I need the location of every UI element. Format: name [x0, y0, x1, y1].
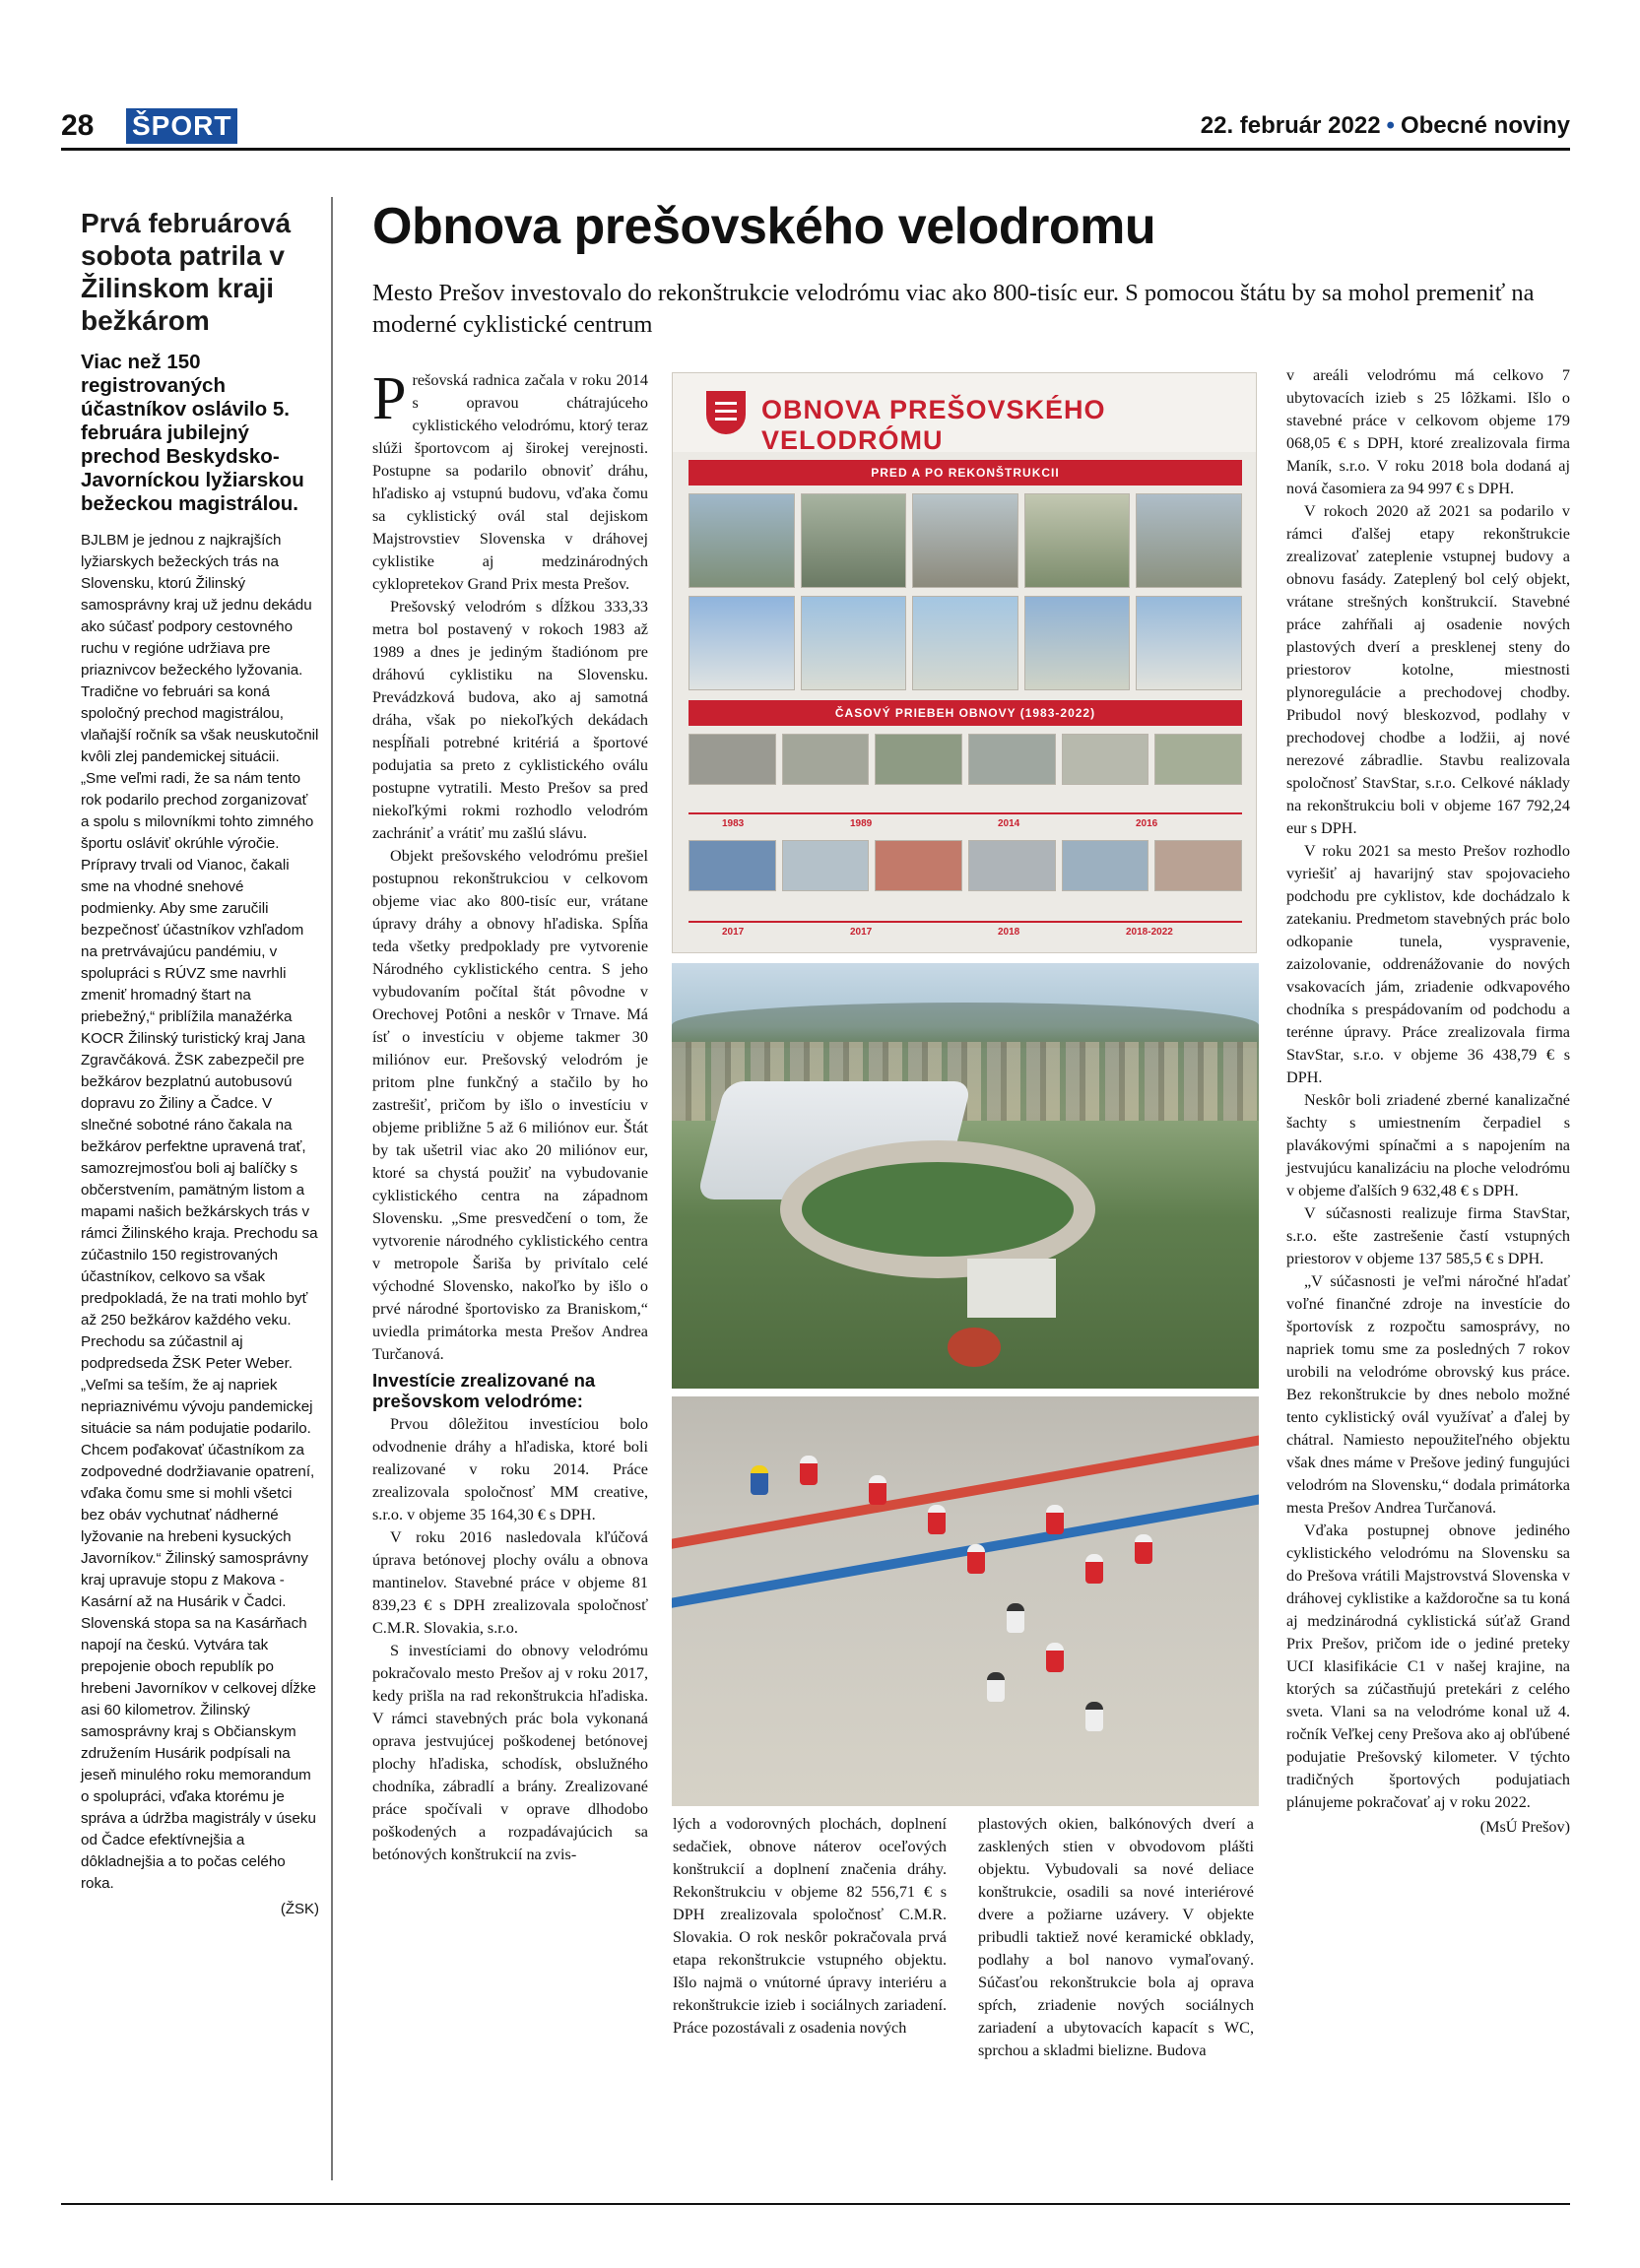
article-lead: Mesto Prešov investovalo do rekonštrukcie velodrómu viac ako 800-tisíc eur. S pomocou štátu by sa mohol premeniť na moderné cyklistické centrum: [372, 280, 1535, 338]
timeline-photo: [782, 840, 870, 891]
header-rule: [61, 148, 1570, 151]
timeline-photos-row-2: [689, 840, 1242, 891]
paragraph: V súčasnosti realizuje firma StavStar, s.r.o. ešte zastrešenie častí vstupných priestorov v objeme 137 585,5 € s DPH.: [1286, 1204, 1570, 1267]
timeline-photo: [968, 734, 1056, 785]
sidebar-lead: Viac než 150 registrovaných účastníkov oslávilo 5. februára jubilejný prechod Beskydsko-Javorníckou lyžiarskou bežeckou magistrálou.: [81, 351, 304, 515]
timeline-photo: [689, 840, 776, 891]
photo-after: [1024, 596, 1131, 690]
presov-coat-of-arms-icon: [706, 391, 746, 434]
paragraph: S investíciami do obnovy velodrómu pokračovalo mesto Prešov aj v roku 2017, kedy prišla na rad rekonštrukcia hľadiska. V rámci stavebných prác bola vykonaná oprava jestvujúcej poškodenej betónovej plochy hľadiska, schodísk, obslužného chodníka, zábradlí a brány. Zrealizované práce spočívali v oprave dlhodobo poškodených a rozpadávajúcich sa betónových konštrukcií na zvis-: [372, 1642, 648, 1863]
cyclist: [1046, 1505, 1064, 1534]
cyclist: [1085, 1702, 1103, 1731]
cyclists-photo: [672, 1396, 1259, 1806]
issue-date: 22. február 2022: [1200, 112, 1381, 139]
timeline-photo: [1062, 840, 1149, 891]
cyclist: [869, 1475, 886, 1505]
cyclist: [987, 1672, 1005, 1702]
paragraph: Vďaka postupnej obnove jediného cyklistického velodrómu na Slovensku sa do Prešova vrátili Majstrovstvá Slovenska v dráhovej cyklistike a každoročne sa tu koná aj medzinárodná cyklistická súťaž Grand Prix Prešov, pričom ide o jediné preteky UCI klasifikácie C1 v našej krajine, na ktorých sa zúčastňujú pretekári z celého sveta. Vlani sa na velodróme konal už 4. ročník Veľkej ceny Prešova ako aj obľúbené podujatie Prešovský kilometer. V týchto tradičných športových podujatiach plánujeme pokračovať aj v roku 2022.: [1286, 1522, 1570, 1811]
cyclist: [1007, 1603, 1024, 1633]
separator: •: [1386, 112, 1395, 139]
timeline-photo: [1154, 840, 1242, 891]
subheading: Investície zrealizované na prešovskom velodróme:: [372, 1370, 596, 1411]
cyclist: [751, 1465, 768, 1495]
cyclist: [1046, 1643, 1064, 1672]
sidebar-article: [61, 197, 333, 2180]
sidebar-signature: (ŽSK): [280, 1901, 319, 1917]
paragraph: V roku 2016 nasledovala kľúčová úprava betónovej plochy oválu a obnova mantinelov. Stavebné práce v objeme 81 839,23 € s DPH zrealizovala spoločnosť C.M.R. Slovakia, s.r.o.: [372, 1528, 648, 1637]
infographic-header: [673, 373, 1256, 455]
timeline-year: 2014: [998, 818, 1020, 829]
article-column-1: [372, 365, 648, 1866]
timeline-photo: [689, 734, 776, 785]
timeline-photos-row-1: [689, 734, 1242, 785]
paragraph: V rokoch 2020 až 2021 sa podarilo v rámci ďalšej etapy rekonštrukcie zrealizovať zateplenie vstupnej budovy a obnovu fasády. Zateplený bol celý objekt, vrátane strešných konštrukcií. Stavebné práce zahŕňali aj osadenie nových plastových dverí a presklenej steny do priestorov kotolne, miestnosti plynoregulácie a prechodovej chodby. Pribudol nový bleskozvod, podlahy v prechodovej chodbe a lodžii, aj nové nerezové zábradlie. Stavbu realizovala spoločnosť StavStar, s.r.o. Celkové náklady na rekonštrukciu boli v objeme 167 792,24 eur s DPH.: [1286, 502, 1570, 837]
timeline-photo: [968, 840, 1056, 891]
page-number: 28: [61, 109, 95, 142]
photo-after: [689, 596, 795, 690]
photo-before: [1024, 493, 1131, 588]
paragraph: Prešovská radnica začala v roku 2014 s opravou chátrajúceho cyklistického velodrómu, ktorý teraz slúži športovcom aj širokej verejnosti. Postupne sa podarilo obnoviť dráhu, hľadisko aj vstupnú budovu, vďaka čomu sa cyklistický ovál stal dejiskom Majstrovstiev Slovenska v dráhovej cyklistike aj medzinárodných cyklopretekov Grand Prix mesta Prešov.: [372, 365, 648, 593]
footer-rule: [61, 2203, 1570, 2205]
timeline-year: 2017: [850, 927, 873, 938]
article-signature: (MsÚ Prešov): [1479, 1818, 1570, 1836]
photo-before: [1136, 493, 1242, 588]
before-photos: [689, 493, 1242, 588]
publication-name: Obecné noviny: [1400, 112, 1570, 139]
timeline-year: 2016: [1136, 818, 1158, 829]
paragraph: „V súčasnosti je veľmi náročné hľadať voľné finančné zdroje na investície do športovísk z rozpočtu samosprávy, no napriek tomu sme za posledných 7 rokov urobili na velodróme obrovský kus práce. Bez rekonštrukcie by dnes nebolo možné tento cyklistický ovál využívať a ďalej by chátral. Namiesto nepoužiteľného objektu však dnes máme v Prešove jediný fungujúci velodróm na Slovensku,“ dodala primátorka mesta Prešov Andrea Turčanová.: [1286, 1272, 1570, 1517]
timeline-axis-2: [689, 921, 1242, 923]
dropcap: P: [372, 365, 407, 432]
photo-after: [801, 596, 907, 690]
photo-before: [801, 493, 907, 588]
timeline-year: 1983: [722, 818, 745, 829]
photo-before: [912, 493, 1018, 588]
timeline-year: 2018-2022: [1126, 927, 1173, 938]
cyclist: [928, 1505, 946, 1534]
infographic-band-before-after: PRED A PO REKONŠTRUKCII: [689, 460, 1242, 486]
track-line-blue: [672, 1484, 1259, 1613]
timeline-photo: [1062, 734, 1149, 785]
article-column-2a: lých a vodorovných plochách, doplnení sedačiek, obnove náterov oceľových konštrukcií a doplnení značenia dráhy. Rekonštrukciu v objeme 82 556,71 € s DPH zrealizovala spoločnosť C.M.R. Slovakia. O rok neskôr pokračovala prvá etapa rekonštrukcie vstupného objektu. Išlo najmä o vnútorné úpravy interiéru a rekonštrukcie izieb i sociálnych zariadení. Práce pozostávali z osadenia nových: [673, 1815, 947, 2037]
cyclist: [800, 1456, 818, 1485]
infographic-band-timeline: ČASOVÝ PRIEBEH OBNOVY (1983-2022): [689, 700, 1242, 726]
timeline-year: 2017: [722, 927, 745, 938]
round-building: [948, 1328, 1001, 1367]
timeline-photo: [875, 734, 962, 785]
paragraph: V roku 2021 sa mesto Prešov rozhodlo vyriešiť aj havarijný stav spojovacieho podchodu pre cyklistov, kde dochádzalo k zatekaniu. Predmetom stavebných prác bolo odkopanie tunela, vyspravenie, zaizolovanie, oddrenážovanie do nových vsakovacích jám, zriadenie odkvapového chodníka s prespádovaním od podchodu a terénne úpravy. Práce zrealizovala firma StavStar, s.r.o. v objeme 36 438,79 € s DPH.: [1286, 842, 1570, 1086]
paragraph: v areáli velodrómu má celkovo 7 ubytovacích izieb s 25 lôžkami. Išlo o stavebné práce v celkovom objeme 179 068,05 € s DPH, ktoré zrealizovala firma Maník, s.r.o. V roku 2018 bola dodaná aj nová časomiera za 94 997 € s DPH.: [1286, 366, 1570, 497]
timeline-photo: [875, 840, 962, 891]
photo-after: [912, 596, 1018, 690]
after-photos: [689, 596, 1242, 690]
photo-after: [1136, 596, 1242, 690]
infographic-title: OBNOVA PREŠOVSKÉHO VELODRÓMU: [761, 395, 1106, 455]
sidebar-title: Prvá februárová sobota patrila v Žilinskom kraji bežkárom: [81, 208, 292, 336]
issue-info: [1201, 106, 1570, 146]
photo-before: [689, 493, 795, 588]
cyclist: [1135, 1534, 1152, 1564]
article-column-3: [1286, 364, 1570, 1839]
infographic: [672, 372, 1257, 953]
sidebar-body: BJLBM je jednou z najkrajších lyžiarskych bežeckých trás na Slovensku, ktorú Žilinský samosprávny kraj už jednu dekádu ako súčasť podpory cestovného ruchu v regióne udržiava pre priaznivcov bežeckého lyžovania. Tradične vo februári sa koná spoločný prechod magistrálou, vlaňajší ročník sa však neuskutočnil kvôli zlej pandemickej situácii. „Sme veľmi radi, že sa nám tento rok podarilo prechod zorganizovať a spolu s milovníkmi tohto zimného športu osláviť okrúhle výročie. Prípravy trvali od Vianoc, čakali sme na vhodné snehové podmienky. Aby sme zaručili bezpečnosť účastníkov vzhľadom na pretrvávajúcu pandémiu, v spolupráci s RÚVZ sme navrhli zmeniť hromadný štart na priebežný,“ priblížila manažérka KOCR Žilinský turistický kraj Jana Zgravčáková. ŽSK zabezpečil pre bežkárov bezplatnú autobusovú dopravu zo Žiliny a Čadce. V slnečné sobotné ráno čakala na bežkárov perfektne upravená trať, samozrejmosťou boli aj balíčky s občerstvením, pamätným listom a mapami našich bežkárskych trás v rámci Žilinského kraja. Prechodu sa zúčastnilo 150 registrovaných účastníkov, celkovo sa však predpokladá, že na trati mohlo byť až 250 bežkárov každého veku. Prechodu sa zúčastnil aj podpredseda ŽSK Peter Weber. „Veľmi sa teším, že aj napriek nepriaznivému vývoju pandemickej situácie sa nám podujatie podarilo. Chcem poďakovať účastníkom za zodpovedné dodržiavanie opatrení, vďaka čomu sme si mohli všetci bez obáv vychutnať nádherné lyžovanie na hrebeni kysuckých Javorníkov.“ Žilinský samosprávny kraj upravuje stopu z Makova - Kasární až na Husárik v Čadci. Slovenská stopa sa na Kasárňach napojí na českú. Vytvára tak prepojenie oboch republík po hrebeni Javorníkov v celkovej dĺžke asi 60 kilometrov. Žilinský samosprávny kraj s Občianskym združením Husárik podpísali na jeseň minulého roku memorandum o spolupráci, vďaka ktorému je správa a údržba magistrály v úseku od Čadce efektívnejšia a dôkladnejšia a to počas celého roka.: [81, 532, 319, 1892]
paragraph: Objekt prešovského velodrómu prešiel postupnou rekonštrukciou v celkovom objeme viac ako 800-tisíc eur, vrátane úpravy dráhy a obnovy hľadiska. Spĺňa teda všetky predpoklady pre vytvorenie Národného cyklistického centra. S jeho vybudovaním počítal štát pôvodne v Orechovej Potôni a neskôr v Trnave. Má ísť o investíciu v objeme takmer 30 miliónov eur. Prešovský velodróm je pritom plne funkčný a stačilo by ho zastrešiť, pričom by išlo o investíciu v objeme približne 5 až 6 miliónov eur. Štát by tak ušetril viac ako 20 miliónov eur, ktoré sa chystá použiť na vybudovanie cyklistického centra na západnom Slovensku. „Sme presvedčení o tom, že vytvorenie národného cyklistického centra v metropole Šariša by privítalo celé východné Slovensko, nakoľko by išlo o prvé národné športovisko za Braniskom,“ uviedla primátorka mesta Prešov Andrea Turčanová.: [372, 847, 648, 1363]
paragraph: Prešovský velodróm s dĺžkou 333,33 metra bol postavený v rokoch 1983 až 1989 a dnes je jediným štadiónom pre dráhovú cyklistiku na Slovensku. Prevádzková budova, ako aj samotná dráha, však po niekoľkých dekádach nespĺňali potrebné kritériá a športové podujatia sa preto z cyklistického oválu postupne vytratili. Mesto Prešov sa pred niekoľkými rokmi rozhodlo velodróm zachrániť a vrátiť mu zašlú slávu.: [372, 598, 648, 842]
paragraph: Neskôr boli zriadené zberné kanalizačné šachty s umiestnením čerpadiel s plavákovými spínačmi a s napojením na jestvujúcu kanalizáciu na ploche velodrómu v objeme ďalších 9 632,48 € s DPH.: [1286, 1091, 1570, 1199]
page-header: [61, 106, 1570, 146]
paragraph: Prvou dôležitou investíciou bolo odvodnenie dráhy a hľadiska, ktoré boli realizované v roku 2014. Práce zrealizovala spoločnosť MM creative, s.r.o. v objeme 35 164,30 € s DPH.: [372, 1415, 648, 1523]
velodrome-track: [780, 1140, 1095, 1278]
timeline-photo: [782, 734, 870, 785]
timeline-year: 2018: [998, 927, 1020, 938]
section-label: ŠPORT: [126, 108, 237, 144]
article-column-2b: plastových okien, balkónových dverí a zasklených stien v obvodovom plášti objektu. Vybudovali sa nové deliace konštrukcie, osadili sa nové interiérové dvere a požiarne uzávery. V objekte pribudli taktiež nové keramické obklady, podlahy a bol nanovo vymaľovaný. Súčasťou rekonštrukcie bola aj oprava spŕch, zriadenie nových sociálnych zariadení a ubytovacích kapacít s WC, sprchou a skladmi bielizne. Budova: [978, 1815, 1254, 2059]
timeline-year: 1989: [850, 818, 873, 829]
timeline-axis-1: [689, 812, 1242, 814]
article-title: Obnova prešovského velodromu: [372, 198, 1156, 255]
cyclist: [1085, 1554, 1103, 1584]
cyclist: [967, 1544, 985, 1574]
velodrome-aerial-photo: [672, 963, 1259, 1389]
timeline-photo: [1154, 734, 1242, 785]
entrance-building: [967, 1259, 1056, 1318]
